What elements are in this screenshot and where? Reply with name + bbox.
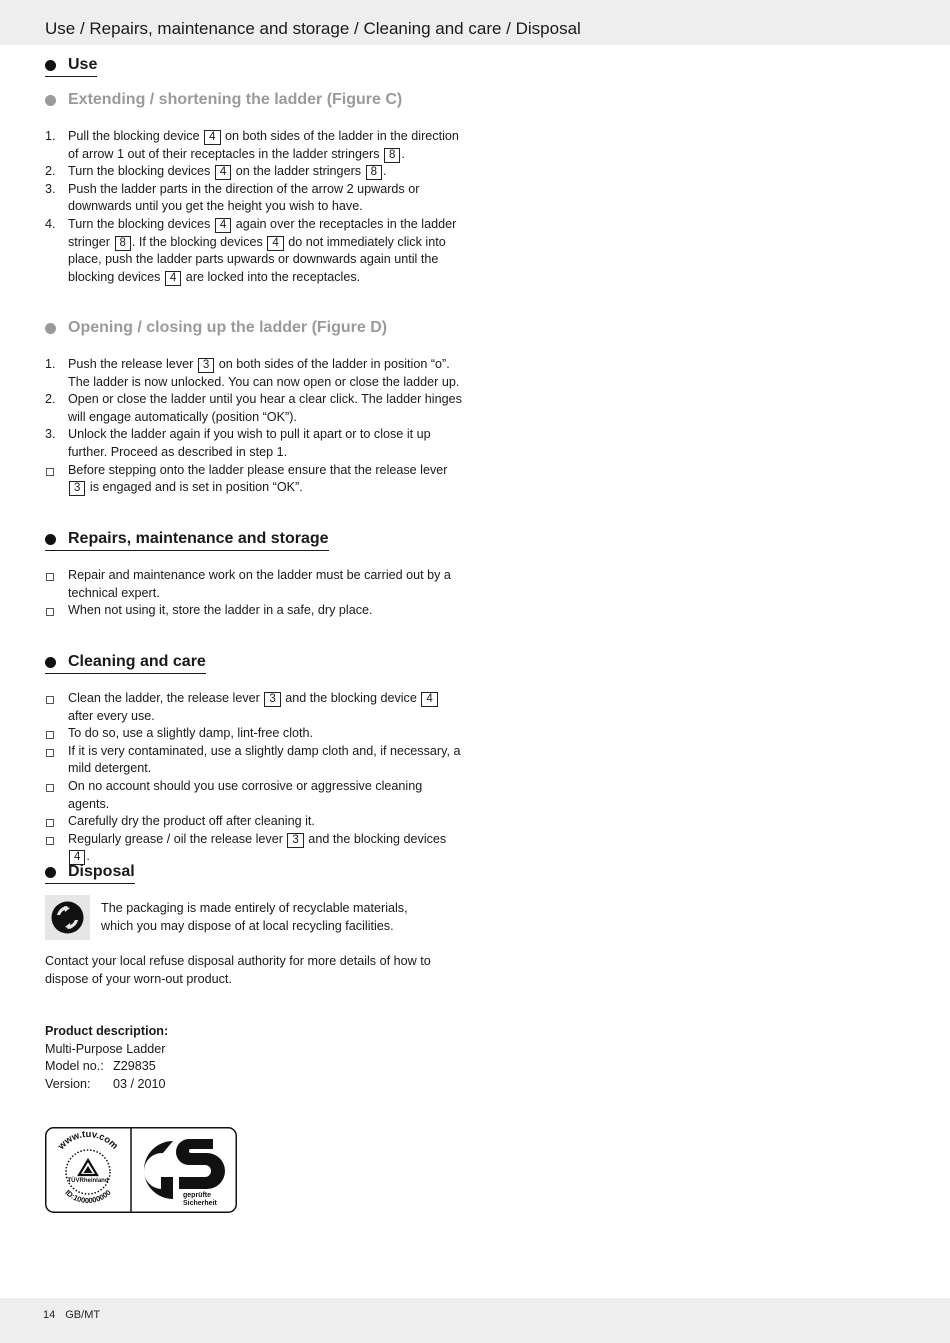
list-text: Open or close the ladder until you hear a clear click. The ladder hinges will engage automatically (position “OK”). [68,392,462,424]
heading-extending: Extending / shortening the ladder (Figure C) [45,91,402,111]
list-text: To do so, use a slightly damp, lint-free cloth. [68,726,313,741]
list-text: Turn the blocking devices [68,164,214,179]
heading-cleaning: Cleaning and care [45,653,206,674]
square-bullet-icon [46,696,54,704]
list-text: If it is very contaminated, use a slightly damp cloth and, if necessary, a mild detergent. [68,743,461,776]
list-text: Push the release lever [68,357,197,371]
list-text: Carefully dry the product off after cleaning it. [68,814,315,829]
list-text: Unlock the ladder again if you wish to pull it apart or to close it up further. Proceed as described in step 1. [68,427,431,459]
list-item [45,426,465,461]
part-reference: 8 [384,148,400,163]
list-item [45,356,465,391]
section-extending [45,91,402,111]
list-number: 4. [45,216,56,231]
list-item [45,216,465,286]
section-use [45,56,97,77]
header-title: Use / Repairs, maintenance and storage / Cleaning and care / Disposal [45,19,581,38]
heading-opening: Opening / closing up the ladder (Figure D) [45,319,387,339]
list-number: 3. [45,427,56,442]
list-text: On no account should you use corrosive or aggressive cleaning agents. [68,778,423,811]
part-reference: 8 [115,236,131,251]
part-reference: 3 [264,692,280,707]
list-text: after every use. [68,708,155,723]
heading-repairs: Repairs, maintenance and storage [45,530,329,551]
part-reference: 4 [215,165,231,180]
part-reference: 4 [204,130,220,145]
section-repairs [45,530,329,551]
bullet-icon [45,60,56,71]
list-text: Turn the blocking devices [68,216,214,231]
gs-line1: geprüfte [183,1192,211,1199]
list-item [45,778,465,813]
list-text: again over the receptacles in the ladder stringer [68,216,457,249]
square-bullet-icon [46,731,54,739]
list-text: Push the ladder parts in the direction of the arrow 2 upwards or downwards until you get the height you wish to have. [68,181,420,214]
list-text: do not immediately click into place, push the ladder parts upwards or downwards again until the blocking devices [68,234,446,284]
part-reference: 3 [198,358,214,373]
part-reference: 4 [165,271,181,286]
tuv-id: ID:1000000000 [63,1187,113,1206]
square-bullet-icon [46,573,54,581]
recycling-icon [45,895,90,940]
list-item [45,690,465,725]
heading-disposal: Disposal [45,863,135,884]
product-title: Product description: [45,1024,169,1038]
page-footer [0,1298,950,1343]
heading-use: Use [45,56,97,77]
list-text: and the blocking devices [304,831,447,846]
square-bullet-icon [46,784,54,792]
square-bullet-icon [46,837,54,845]
list-item [45,831,465,866]
list-item [45,462,465,497]
version-row: Version: 03 / 2010 [45,1076,166,1091]
tuv-url: www.tuv.com [55,1128,120,1152]
part-reference: 3 [287,833,303,848]
list-number: 1. [45,129,56,143]
part-reference: 4 [267,236,283,251]
list-text: are locked into the receptacles. [182,269,361,284]
part-reference: 4 [215,218,231,233]
list-item [45,391,465,426]
packaging-text: The packaging is made entirely of recyclable materials, which you may dispose of at local recycling facilities. [101,901,408,933]
list-text: . [86,849,90,864]
list-text: . If the blocking devices [131,234,267,249]
list-text: . [382,164,387,179]
bullet-icon [45,95,56,106]
list-repairs [45,567,465,620]
product-name: Multi-Purpose Ladder [45,1041,166,1056]
page-header [0,0,950,45]
page-number: 14 [43,1309,56,1321]
list-number: 1. [45,357,56,371]
list-number: 3. [45,181,56,196]
list-item [45,163,465,181]
part-reference: 4 [421,692,437,707]
list-item [45,567,465,602]
list-cleaning [45,690,465,866]
list-number: 2. [45,392,56,407]
list-extending [45,128,465,286]
list-text: Clean the ladder, the release lever [68,691,264,705]
certification-logo [45,1127,237,1213]
list-text: and the blocking device [281,691,421,705]
list-text: is engaged and is set in position “OK”. [86,480,303,495]
bullet-icon [45,867,56,878]
list-text: . [401,146,405,161]
list-text: When not using it, store the ladder in a safe, dry place. [68,603,373,618]
gs-line2: Sicherheit [183,1200,217,1207]
model-row: Model no.: Z29835 [45,1059,156,1074]
part-reference: 4 [69,850,85,865]
list-item [45,725,465,743]
square-bullet-icon [46,608,54,616]
list-item [45,743,465,778]
list-item [45,181,465,216]
list-text: on both sides of the ladder in the direction of arrow 1 out of their receptacles in the ladder stringers [68,129,459,161]
product-description [45,1023,168,1093]
list-text: Pull the blocking device [68,129,204,143]
bullet-icon [45,534,56,545]
list-text: Before stepping onto the ladder please ensure that the release lever [68,462,448,477]
contact-text: Contact your local refuse disposal authority for more details of how to dispose of your worn-out product. [45,954,431,986]
list-text: on the ladder stringers [232,164,365,179]
list-text: on both sides of the ladder in position “o”. The ladder is now unlocked. You can now open or close the ladder up. [68,357,460,389]
part-reference: 8 [366,165,382,180]
bullet-icon [45,657,56,668]
square-bullet-icon [46,468,54,476]
list-item [45,602,465,620]
list-opening [45,356,465,497]
section-disposal [45,863,135,884]
section-cleaning [45,653,206,674]
list-number: 2. [45,164,56,179]
list-text: Regularly grease / oil the release lever [68,831,287,846]
list-item [45,813,465,831]
language-code: GB/MT [65,1309,101,1321]
part-reference: 3 [69,481,85,496]
bullet-icon [45,323,56,334]
square-bullet-icon [46,749,54,757]
square-bullet-icon [46,819,54,827]
list-item [45,128,465,163]
list-text: Repair and maintenance work on the ladder must be carried out by a technical expert. [68,568,451,600]
tuv-name: TÜVRheinland [67,1178,109,1184]
section-opening [45,319,387,339]
